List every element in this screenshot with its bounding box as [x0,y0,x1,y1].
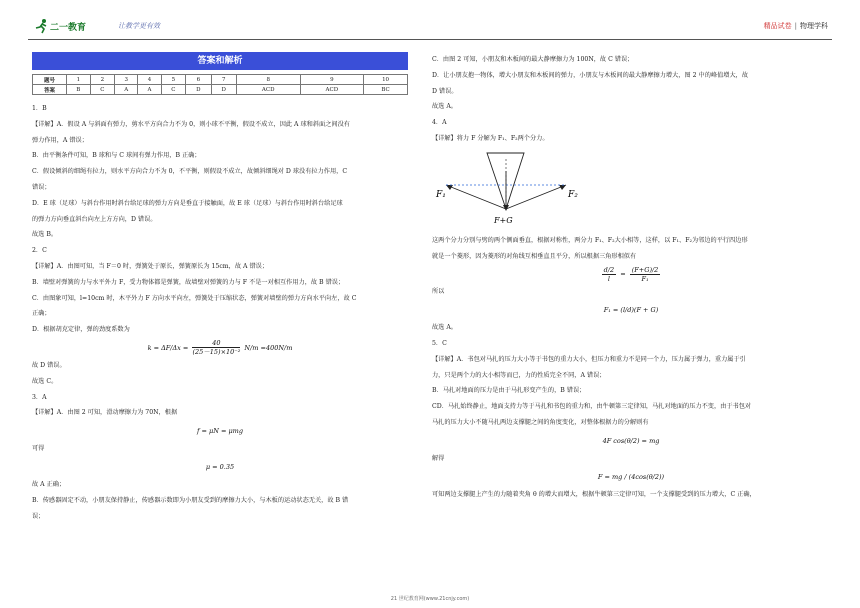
q2-explanation-d-cont: 故 D 错误。 [32,361,66,369]
answer-cell: D [211,85,236,95]
q4-so-label: 所以 [432,288,445,296]
brand-logo-text: 二一教育 [50,23,87,33]
answer-cell: B [67,85,91,95]
q1-conclusion: 故选 B。 [32,231,58,239]
f1-arrow [446,185,506,209]
q3-explanation-b: B．传感器固定不动，小朋友保持静止，传感器示数即为小朋友受到的摩擦力大小，与木板的运动状态无关，故 B 错 [32,496,349,504]
q5-explanation-a: 【详解】A．书包对马扎的压力大小等于书包的重力大小，但压力和重力不是同一个力，压力属于弹力，重力属于引 [432,355,746,363]
answer-cell: C [161,85,185,95]
header-subject-info [764,21,828,31]
answer-cell: D [186,85,211,95]
q5-explanation-end: 可知两边支撑腿上产生的力随着夹角 θ 的增大而增大，根据牛顿第三定律可知，一个支撑腿受到的压力增大，C 正确， [432,490,756,498]
q2-equation [32,338,408,358]
q2-explanation-a: 【详解】A．由图可知，当 F＝0 时，弹簧处于原长，弹簧原长为 15cm，故 A 错误； [32,262,269,270]
q1-explanation-d: D．E 球（足球）与斜台作用时斜台给足球的弹力方向是垂直于接触面，故 E 球（足球）与斜台作用时斜台给足球 [32,199,343,207]
table-row-numbers [33,75,408,85]
row-label-answers: 答案 [33,85,67,95]
q2-explanation-c-cont: 正确； [32,310,51,318]
q3-explanation-c: C．由图 2 可知，小朋友和木板间的最大静摩擦力为 100N，故 C 错误； [432,56,634,63]
q3-a-correct: 故 A 正确； [32,480,66,488]
q2-explanation-c: C．由图象可知，l=10cm 时，木平外力 F 方向水平向左，弹簧处于压缩状态，弹簧对墙壁的弹力方向水平向左，故 C [32,294,357,302]
q2-explanation-d: D．根据胡克定律，弹的劲度系数为 [32,326,130,334]
runner-logo-icon [34,18,50,34]
header-separator: | [794,22,797,30]
question-number: 8 [236,75,300,85]
q5-solve-label: 解得 [432,454,445,462]
answer-cell: ACD [236,85,300,95]
f2-label: F₂ [568,189,578,200]
question-number: 10 [364,75,408,85]
q2-explanation-b: B．墙壁对弹簧的力与水平外力 F，受力物体都是弹簧，故墙壁对弹簧的力与 F 不是一对相互作用力，故 B 错误； [32,278,345,286]
q2-eq-fraction [192,339,240,356]
question-number: 2 [90,75,114,85]
left-column [32,52,408,524]
q5-heading: 5．C [432,339,447,347]
q2-heading: 2．C [32,247,47,255]
q4-explanation-b-cont: 就是一个菱形，因为菱形的对角线互相垂直且平分，所以根据三角形相似有 [432,252,637,260]
q2-conclusion: 故选 C。 [32,377,58,385]
answer-cell: A [115,85,138,95]
q3-explanation-d: D．让小朋友抱一物体，增大小朋友和木板间的弹力，小朋友与木板间的最大静摩擦力增大，图 2 中的峰值增大，故 [432,71,749,79]
subject-label: 物理学科 [800,22,828,30]
q4-eq1-lhs [602,266,617,283]
q5-explanation-cd: CD．马扎始终静止，地面支持力等于马扎和书包的重力和，由牛顿第三定律知，马扎对地面的压力不变，由于书包对 [432,403,752,411]
q4-eq1-lhs-den: l [607,274,610,283]
q5-explanation-cd-cont: 马扎的压力大小不随马扎两边支撑腿之间的角度变化，对整体根据力的分解则有 [432,418,649,426]
q4-explanation-b: 这两个分力分别与劈的两个侧面垂直，根据对称性，两分力 F₁、F₂大小相等，这样，以 F₁、F₂为邻边的平行四边形 [432,236,748,244]
answers-banner: 答案和解析 [32,52,408,70]
answer-cell: C [90,85,114,95]
question-number: 9 [300,75,364,85]
q3-equation-1: f = μN = μmg [196,427,244,436]
brand-slogan: 让教学更有效 [118,22,160,30]
question-number: 7 [211,75,236,85]
q1-heading: 1．B [32,105,47,112]
q1-explanation-d-cont: 的弹力方向垂直斜台向左上方方向，D 错误。 [32,215,157,223]
force-diagram-svg [432,151,592,229]
q5-explanation-a-cont: 力，只是两个力的大小相等而已，力的性质完全不同，A 错误； [432,371,606,379]
q3-solve-label: 可得 [32,445,45,453]
answer-cell: A [138,85,161,95]
q3-explanation-b-cont: 误； [32,512,45,520]
question-number: 5 [161,75,185,85]
q3-conclusion: 故选 A。 [432,103,457,111]
q5-equation-2: F = mg / (4cos(θ/2)) [597,472,665,481]
q4-eq1-rhs [630,266,661,283]
page-footer: 21 世纪教育网(www.21cnjy.com) [390,596,470,602]
q3-equation-2: μ = 0.35 [205,462,235,471]
fg-label: F+G [494,215,513,225]
q5-equation-1: 4F cos(θ/2) = mg [602,436,660,445]
q3-explanation-a: 【详解】A．由图 2 可知，滑动摩擦力为 70N，根据 [32,409,178,417]
question-number: 4 [138,75,161,85]
answer-table [32,74,408,95]
q3-heading: 3．A [32,393,47,401]
question-number: 1 [67,75,91,85]
q1-explanation-c-cont: 错误； [32,183,51,191]
q2-eq-numerator: 40 [192,339,240,348]
q4-conclusion: 故选 A。 [432,324,457,332]
f2-arrow [506,185,566,209]
q4-eq1-rhs-den: F₁ [641,274,649,283]
q5-explanation-b: B．马扎对地面的压力是由于马扎形变产生的，B 错误； [432,387,586,395]
q4-heading: 4．A [432,119,447,127]
q4-equation-1: $\frac{d/2}{l}$ = $\frac{(F+G)/2}{\text{F₁}}$ [603,265,659,283]
f1-label: F₁ [436,189,446,200]
row-label-numbers: 题号 [33,75,67,85]
q4-explanation-a: 【详解】将力 F 分解为 F₁、F₂两个分力。 [432,134,549,142]
q4-equation-2: F₁ = (l/d)(F + G) [603,306,659,315]
answer-cell: BC [364,85,408,95]
q1-explanation-c: C．假设倾斜的细绳有拉力，则水平方向合力不为 0，不平衡，则假设不成立，故倾斜细绳对 D 球没有拉力作用，C [32,168,348,176]
q2-eq-rhs: N/m =400N/m [244,343,293,352]
wedge-shape [487,153,524,209]
wedge-force-diagram [432,151,830,229]
q3-explanation-d-cont: D 错误。 [432,87,458,95]
answer-cell: ACD [300,85,364,95]
question-number: 6 [186,75,211,85]
q2-eq-lhs: k = ΔF/Δx = [147,343,189,352]
q1-explanation-b: B．由平衡条件可知，B 球和与 C 球间有弹力作用，B 正确； [32,152,201,160]
q2-eq-denominator: (25－15)×10⁻² [192,348,241,357]
page-header [28,14,832,40]
question-number: 3 [115,75,138,85]
doc-type-label: 精品试卷 [763,22,792,30]
q4-eq1-rhs-num: (F+G)/2 [631,265,659,274]
q1-explanation-a: 【详解】A．假设 A 与斜面有弹力，剪水平方向合力不为 0，则小球不平衡，假设不成立，因此 A 球和斜面之间没有 [32,120,350,128]
right-column [432,52,830,502]
q4-eq1-lhs-num: d/2 [603,265,615,274]
q1-explanation-a-cont: 弹力作用，A 错误； [32,136,88,144]
table-row-answers [33,85,408,95]
